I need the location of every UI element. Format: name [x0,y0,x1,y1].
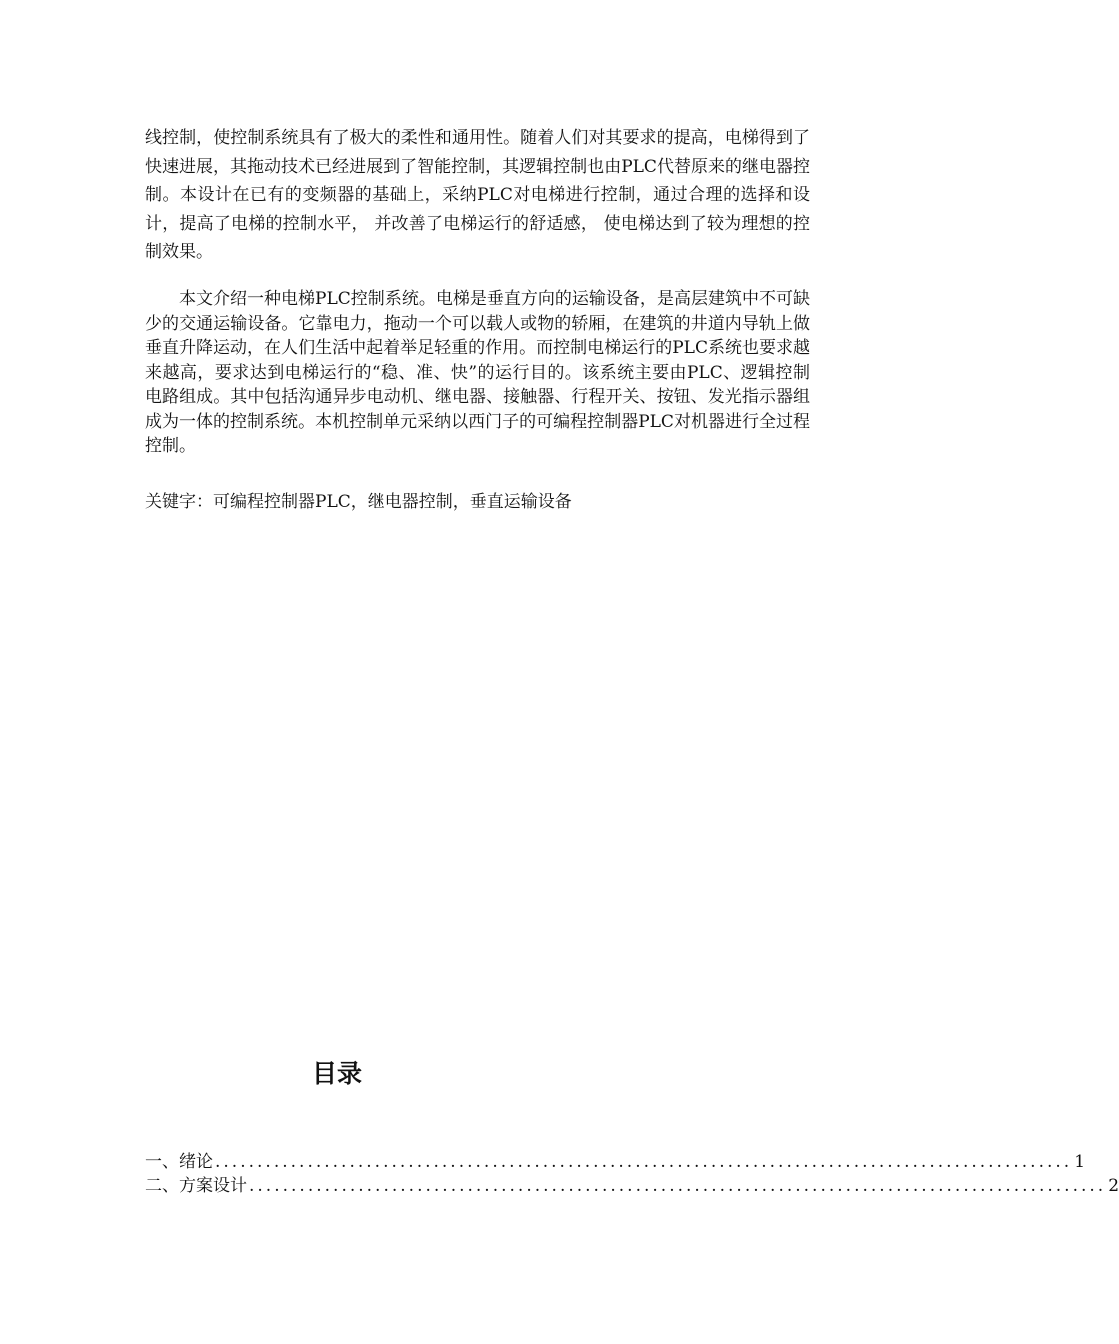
toc-entry[interactable] [145,1174,1119,1198]
toc-leader-dots: ...................................................................................................... [249,1176,1107,1196]
toc-entry-label: 二、方案设计 [145,1176,247,1196]
abstract-paragraph-1: 线控制，使控制系统具有了极大的柔性和通用性。随着人们对其要求的提高，电梯得到了快速进展，其拖动技术已经进展到了智能控制，其逻辑控制也由PLC代替原来的继电器控制。本设计在已有的变频器的基础上，采纳PLC对电梯进行控制，通过合理的选择和设计，提高了电梯的控制水平， 并改善了电梯运行的舒适感， 使电梯达到了较为理想的控制效果。 [145,128,810,262]
toc-entry-label: 一、绪论 [145,1152,213,1172]
table-of-contents [145,1150,1119,1198]
abstract-paragraph-2: 本文介绍一种电梯PLC控制系统。电梯是垂直方向的运输设备，是高层建筑中不可缺少的交通运输设备。它靠电力，拖动一个可以载人或物的轿厢，在建筑的井道内导轨上做垂直升降运动，在人们生活中起着举足轻重的作用。而控制电梯运行的PLC系统也要求越来越高，要求达到电梯运行的“稳、准、快”的运行目的。该系统主要由PLC、逻辑控制电路组成。其中包括沟通异步电动机、继电器、接触器、行程开关、按钮、发光指示器组成为一体的控制系统。本机控制单元采纳以西门子的可编程控制器PLC对机器进行全过程控制。 [145,289,810,456]
toc-entry[interactable] [145,1150,1086,1174]
toc-title: 目录 [312,1059,363,1088]
toc-leader-dots: ...................................................................................................... [215,1152,1073,1172]
toc-entry-page: 2 [1108,1176,1119,1196]
keywords-line: 关键字：可编程控制器PLC，继电器控制，垂直运输设备 [145,492,572,512]
toc-entry-page: 1 [1074,1152,1086,1172]
